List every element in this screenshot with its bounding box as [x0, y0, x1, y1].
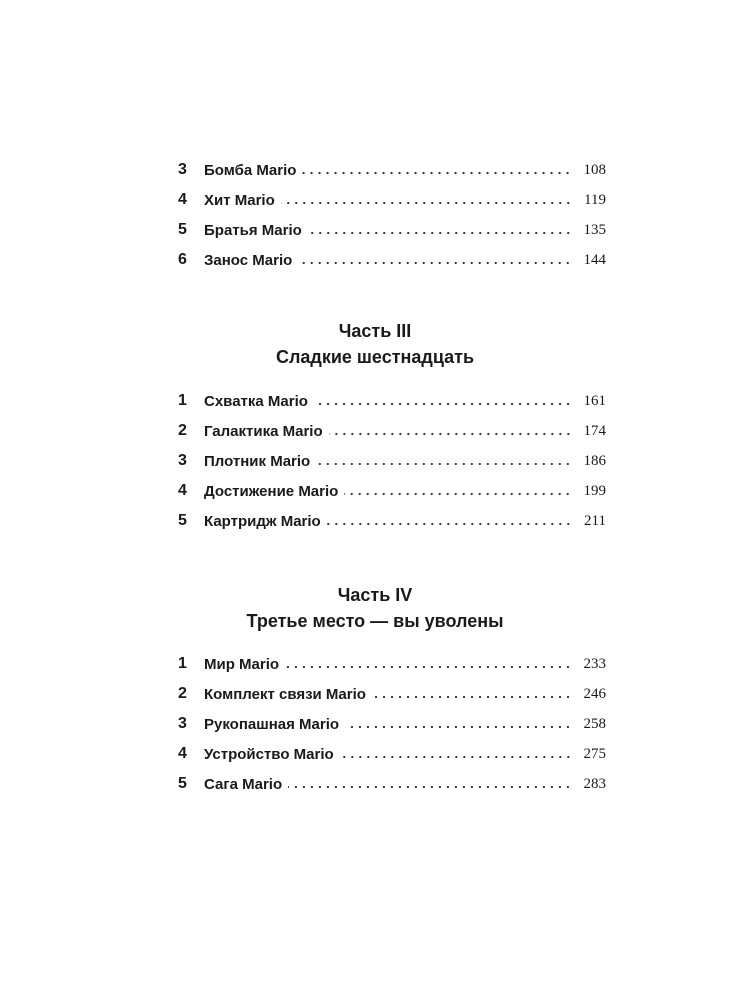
- chapter-number: 4: [178, 482, 187, 499]
- chapter-number: 3: [178, 452, 187, 469]
- chapter-title: Картридж Mario: [204, 512, 321, 530]
- chapter-title: Достижение Mario: [204, 482, 339, 500]
- dot-leader: [345, 722, 572, 732]
- chapter-title: Устройство Mario: [204, 745, 334, 763]
- part-label: Часть IV: [337, 585, 413, 605]
- chapter-title: Рукопашная Mario: [204, 715, 340, 733]
- dot-leader: [344, 489, 572, 499]
- dot-leader: [329, 429, 572, 439]
- toc-entry[interactable]: [178, 446, 606, 476]
- toc-entry[interactable]: [178, 215, 606, 245]
- dot-leader: [314, 399, 572, 409]
- toc-list-continued: [178, 155, 606, 275]
- dot-leader: [298, 258, 572, 268]
- chapter-number: 5: [178, 775, 187, 792]
- part-label: Часть III: [338, 321, 412, 341]
- chapter-number: 3: [178, 715, 187, 732]
- page-number: 119: [584, 191, 606, 208]
- chapter-number: 2: [178, 685, 187, 702]
- dot-leader: [327, 519, 572, 529]
- chapter-number: 5: [178, 221, 187, 238]
- chapter-title: Галактика Mario: [204, 422, 323, 440]
- page-number: 258: [583, 715, 606, 732]
- part-subtitle: Сладкие шестнадцать: [275, 347, 475, 367]
- page-number: 108: [583, 161, 606, 178]
- dot-leader: [308, 228, 572, 238]
- chapter-title: Хит Mario: [204, 191, 275, 209]
- dot-leader: [302, 168, 572, 178]
- chapter-title: Плотник Mario: [204, 452, 311, 470]
- page-number: 283: [583, 775, 606, 792]
- dot-leader: [285, 662, 572, 672]
- page-number: 186: [583, 452, 606, 469]
- toc-entry[interactable]: [178, 679, 606, 709]
- part-subtitle: Третье место — вы уволены: [246, 611, 504, 631]
- page-number: 246: [583, 685, 606, 702]
- toc-entry[interactable]: [178, 769, 606, 799]
- toc-entry[interactable]: [178, 506, 606, 536]
- chapter-title: Мир Mario: [204, 655, 280, 673]
- chapter-number: 2: [178, 422, 187, 439]
- toc-entry[interactable]: [178, 386, 606, 416]
- chapter-number: 5: [178, 512, 187, 529]
- toc-list-part-3: [178, 386, 606, 536]
- page-number: 211: [584, 512, 606, 529]
- toc-entry[interactable]: [178, 185, 606, 215]
- part-3-heading: [0, 318, 750, 370]
- toc-entry[interactable]: [178, 245, 606, 275]
- chapter-title: Схватка Mario: [204, 392, 308, 410]
- page-number: 174: [583, 422, 606, 439]
- toc-entry[interactable]: [178, 649, 606, 679]
- chapter-number: 6: [178, 251, 187, 268]
- chapter-number: 1: [178, 655, 187, 672]
- toc-entry[interactable]: [178, 476, 606, 506]
- page-number: 161: [583, 392, 606, 409]
- dot-leader: [281, 198, 572, 208]
- chapter-number: 4: [178, 191, 187, 208]
- page-number: 135: [583, 221, 606, 238]
- toc-entry[interactable]: [178, 739, 606, 769]
- dot-leader: [316, 459, 572, 469]
- page-number: 233: [583, 655, 606, 672]
- part-4-heading: [0, 582, 750, 634]
- toc-entry[interactable]: [178, 155, 606, 185]
- toc-entry[interactable]: [178, 709, 606, 739]
- dot-leader: [372, 692, 572, 702]
- toc-entry[interactable]: [178, 416, 606, 446]
- dot-leader: [340, 752, 572, 762]
- chapter-title: Занос Mario: [204, 251, 293, 269]
- chapter-title: Братья Mario: [204, 221, 302, 239]
- page-number: 275: [583, 745, 606, 762]
- chapter-title: Бомба Mario: [204, 161, 297, 179]
- page-number: 144: [583, 251, 606, 268]
- toc-list-part-4: [178, 649, 606, 799]
- page-number: 199: [583, 482, 606, 499]
- chapter-title: Комплект связи Mario: [204, 685, 366, 703]
- chapter-number: 3: [178, 161, 187, 178]
- chapter-number: 1: [178, 392, 187, 409]
- chapter-number: 4: [178, 745, 187, 762]
- chapter-title: Сага Mario: [204, 775, 283, 793]
- dot-leader: [288, 782, 572, 792]
